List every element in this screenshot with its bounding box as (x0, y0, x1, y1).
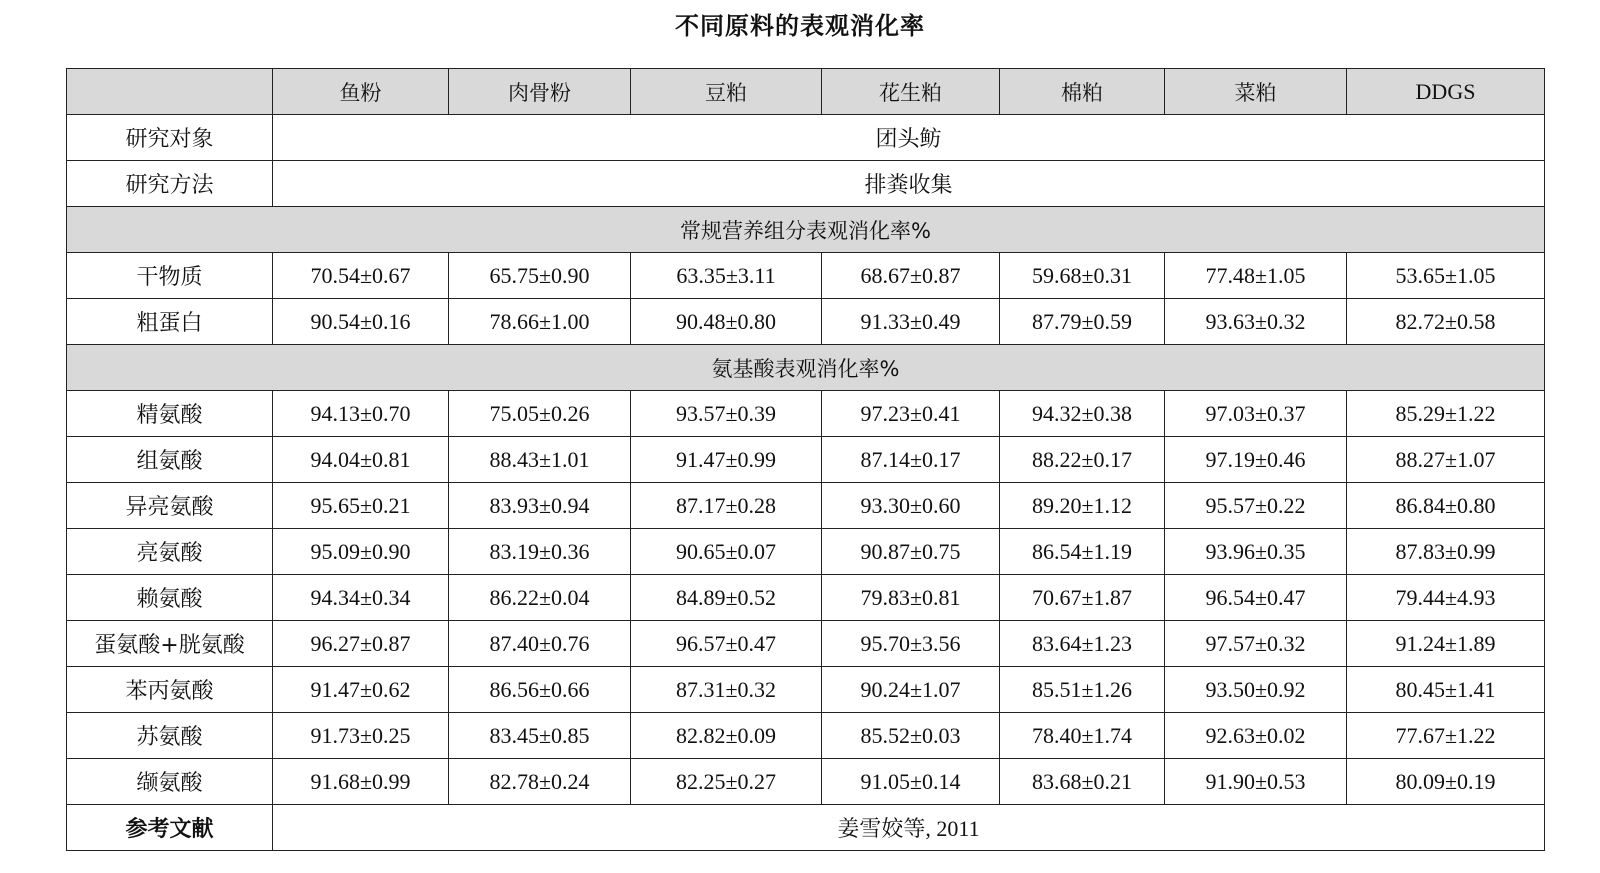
row-label: 缬氨酸 (67, 759, 273, 805)
value-cell: 96.27±0.87 (273, 621, 449, 667)
digestibility-table (66, 68, 1545, 851)
value-cell: 70.54±0.67 (273, 253, 449, 299)
value-cell: 90.65±0.07 (631, 529, 822, 575)
value-cell: 88.27±1.07 (1347, 437, 1545, 483)
value-cell: 84.89±0.52 (631, 575, 822, 621)
row-label: 粗蛋白 (67, 299, 273, 345)
value-cell: 88.43±1.01 (449, 437, 631, 483)
value-cell: 83.93±0.94 (449, 483, 631, 529)
value-cell: 80.09±0.19 (1347, 759, 1545, 805)
row-label: 研究方法 (67, 161, 273, 207)
value-cell: 85.51±1.26 (1000, 667, 1165, 713)
value-cell: 91.33±0.49 (822, 299, 1000, 345)
table-row (67, 299, 1545, 345)
study-object-row (67, 115, 1545, 161)
value-cell: 95.09±0.90 (273, 529, 449, 575)
value-cell: 83.64±1.23 (1000, 621, 1165, 667)
value-cell: 59.68±0.31 (1000, 253, 1165, 299)
value-cell: 68.67±0.87 (822, 253, 1000, 299)
value-cell: 93.96±0.35 (1165, 529, 1347, 575)
table-row (67, 437, 1545, 483)
value-cell: 93.57±0.39 (631, 391, 822, 437)
section-header-amino-acids (67, 345, 1545, 391)
row-label: 蛋氨酸+胱氨酸 (67, 621, 273, 667)
value-cell: 93.50±0.92 (1165, 667, 1347, 713)
value-cell: 94.04±0.81 (273, 437, 449, 483)
reference-row (67, 805, 1545, 851)
value-cell: 82.72±0.58 (1347, 299, 1545, 345)
value-cell: 97.57±0.32 (1165, 621, 1347, 667)
value-cell: 86.84±0.80 (1347, 483, 1545, 529)
value-cell: 87.31±0.32 (631, 667, 822, 713)
table-row (67, 391, 1545, 437)
value-cell: 91.73±0.25 (273, 713, 449, 759)
study-method-row (67, 161, 1545, 207)
row-label: 苯丙氨酸 (67, 667, 273, 713)
value-cell: 91.47±0.99 (631, 437, 822, 483)
table-row (67, 483, 1545, 529)
value-cell: 95.70±3.56 (822, 621, 1000, 667)
value-cell: 83.45±0.85 (449, 713, 631, 759)
value-cell: 96.57±0.47 (631, 621, 822, 667)
value-cell: 91.05±0.14 (822, 759, 1000, 805)
table-row (67, 529, 1545, 575)
corner-cell (67, 69, 273, 115)
table-row (67, 667, 1545, 713)
value-cell: 89.20±1.12 (1000, 483, 1165, 529)
value-cell: 91.68±0.99 (273, 759, 449, 805)
value-cell: 94.13±0.70 (273, 391, 449, 437)
reference-value: 姜雪姣等, 2011 (273, 805, 1545, 851)
header-row (67, 69, 1545, 115)
table-row (67, 575, 1545, 621)
section-title: 常规营养组分表观消化率% (67, 207, 1545, 253)
value-cell: 86.22±0.04 (449, 575, 631, 621)
study-method-value: 排粪收集 (273, 161, 1545, 207)
value-cell: 53.65±1.05 (1347, 253, 1545, 299)
row-label: 干物质 (67, 253, 273, 299)
value-cell: 90.87±0.75 (822, 529, 1000, 575)
table-title: 不同原料的表观消化率 (675, 12, 925, 40)
value-cell: 63.35±3.11 (631, 253, 822, 299)
value-cell: 77.48±1.05 (1165, 253, 1347, 299)
column-header: 鱼粉 (273, 69, 449, 115)
value-cell: 91.24±1.89 (1347, 621, 1545, 667)
value-cell: 79.44±4.93 (1347, 575, 1545, 621)
value-cell: 97.03±0.37 (1165, 391, 1347, 437)
value-cell: 82.78±0.24 (449, 759, 631, 805)
value-cell: 92.63±0.02 (1165, 713, 1347, 759)
value-cell: 78.66±1.00 (449, 299, 631, 345)
value-cell: 90.48±0.80 (631, 299, 822, 345)
value-cell: 97.23±0.41 (822, 391, 1000, 437)
value-cell: 88.22±0.17 (1000, 437, 1165, 483)
study-object-value: 团头鲂 (273, 115, 1545, 161)
value-cell: 91.90±0.53 (1165, 759, 1347, 805)
value-cell: 80.45±1.41 (1347, 667, 1545, 713)
column-header: DDGS (1347, 69, 1545, 115)
value-cell: 94.32±0.38 (1000, 391, 1165, 437)
table-row (67, 253, 1545, 299)
row-label: 赖氨酸 (67, 575, 273, 621)
value-cell: 87.83±0.99 (1347, 529, 1545, 575)
value-cell: 70.67±1.87 (1000, 575, 1165, 621)
column-header: 花生粕 (822, 69, 1000, 115)
value-cell: 79.83±0.81 (822, 575, 1000, 621)
value-cell: 82.82±0.09 (631, 713, 822, 759)
value-cell: 94.34±0.34 (273, 575, 449, 621)
value-cell: 90.24±1.07 (822, 667, 1000, 713)
value-cell: 93.63±0.32 (1165, 299, 1347, 345)
value-cell: 87.17±0.28 (631, 483, 822, 529)
column-header: 棉粕 (1000, 69, 1165, 115)
value-cell: 77.67±1.22 (1347, 713, 1545, 759)
value-cell: 85.29±1.22 (1347, 391, 1545, 437)
row-label: 异亮氨酸 (67, 483, 273, 529)
value-cell: 93.30±0.60 (822, 483, 1000, 529)
row-label: 精氨酸 (67, 391, 273, 437)
column-header: 菜粕 (1165, 69, 1347, 115)
value-cell: 78.40±1.74 (1000, 713, 1165, 759)
row-label: 亮氨酸 (67, 529, 273, 575)
section-header-nutrients (67, 207, 1545, 253)
value-cell: 75.05±0.26 (449, 391, 631, 437)
row-label: 苏氨酸 (67, 713, 273, 759)
value-cell: 95.57±0.22 (1165, 483, 1347, 529)
row-label: 参考文献 (67, 805, 273, 851)
value-cell: 97.19±0.46 (1165, 437, 1347, 483)
column-header: 肉骨粉 (449, 69, 631, 115)
value-cell: 86.54±1.19 (1000, 529, 1165, 575)
section-title: 氨基酸表观消化率% (67, 345, 1545, 391)
column-header: 豆粕 (631, 69, 822, 115)
value-cell: 83.68±0.21 (1000, 759, 1165, 805)
value-cell: 65.75±0.90 (449, 253, 631, 299)
value-cell: 85.52±0.03 (822, 713, 1000, 759)
value-cell: 87.79±0.59 (1000, 299, 1165, 345)
row-label: 组氨酸 (67, 437, 273, 483)
value-cell: 83.19±0.36 (449, 529, 631, 575)
value-cell: 90.54±0.16 (273, 299, 449, 345)
value-cell: 95.65±0.21 (273, 483, 449, 529)
table-row (67, 713, 1545, 759)
value-cell: 82.25±0.27 (631, 759, 822, 805)
value-cell: 91.47±0.62 (273, 667, 449, 713)
value-cell: 96.54±0.47 (1165, 575, 1347, 621)
row-label: 研究对象 (67, 115, 273, 161)
value-cell: 87.40±0.76 (449, 621, 631, 667)
value-cell: 86.56±0.66 (449, 667, 631, 713)
table-row (67, 759, 1545, 805)
value-cell: 87.14±0.17 (822, 437, 1000, 483)
table-row (67, 621, 1545, 667)
